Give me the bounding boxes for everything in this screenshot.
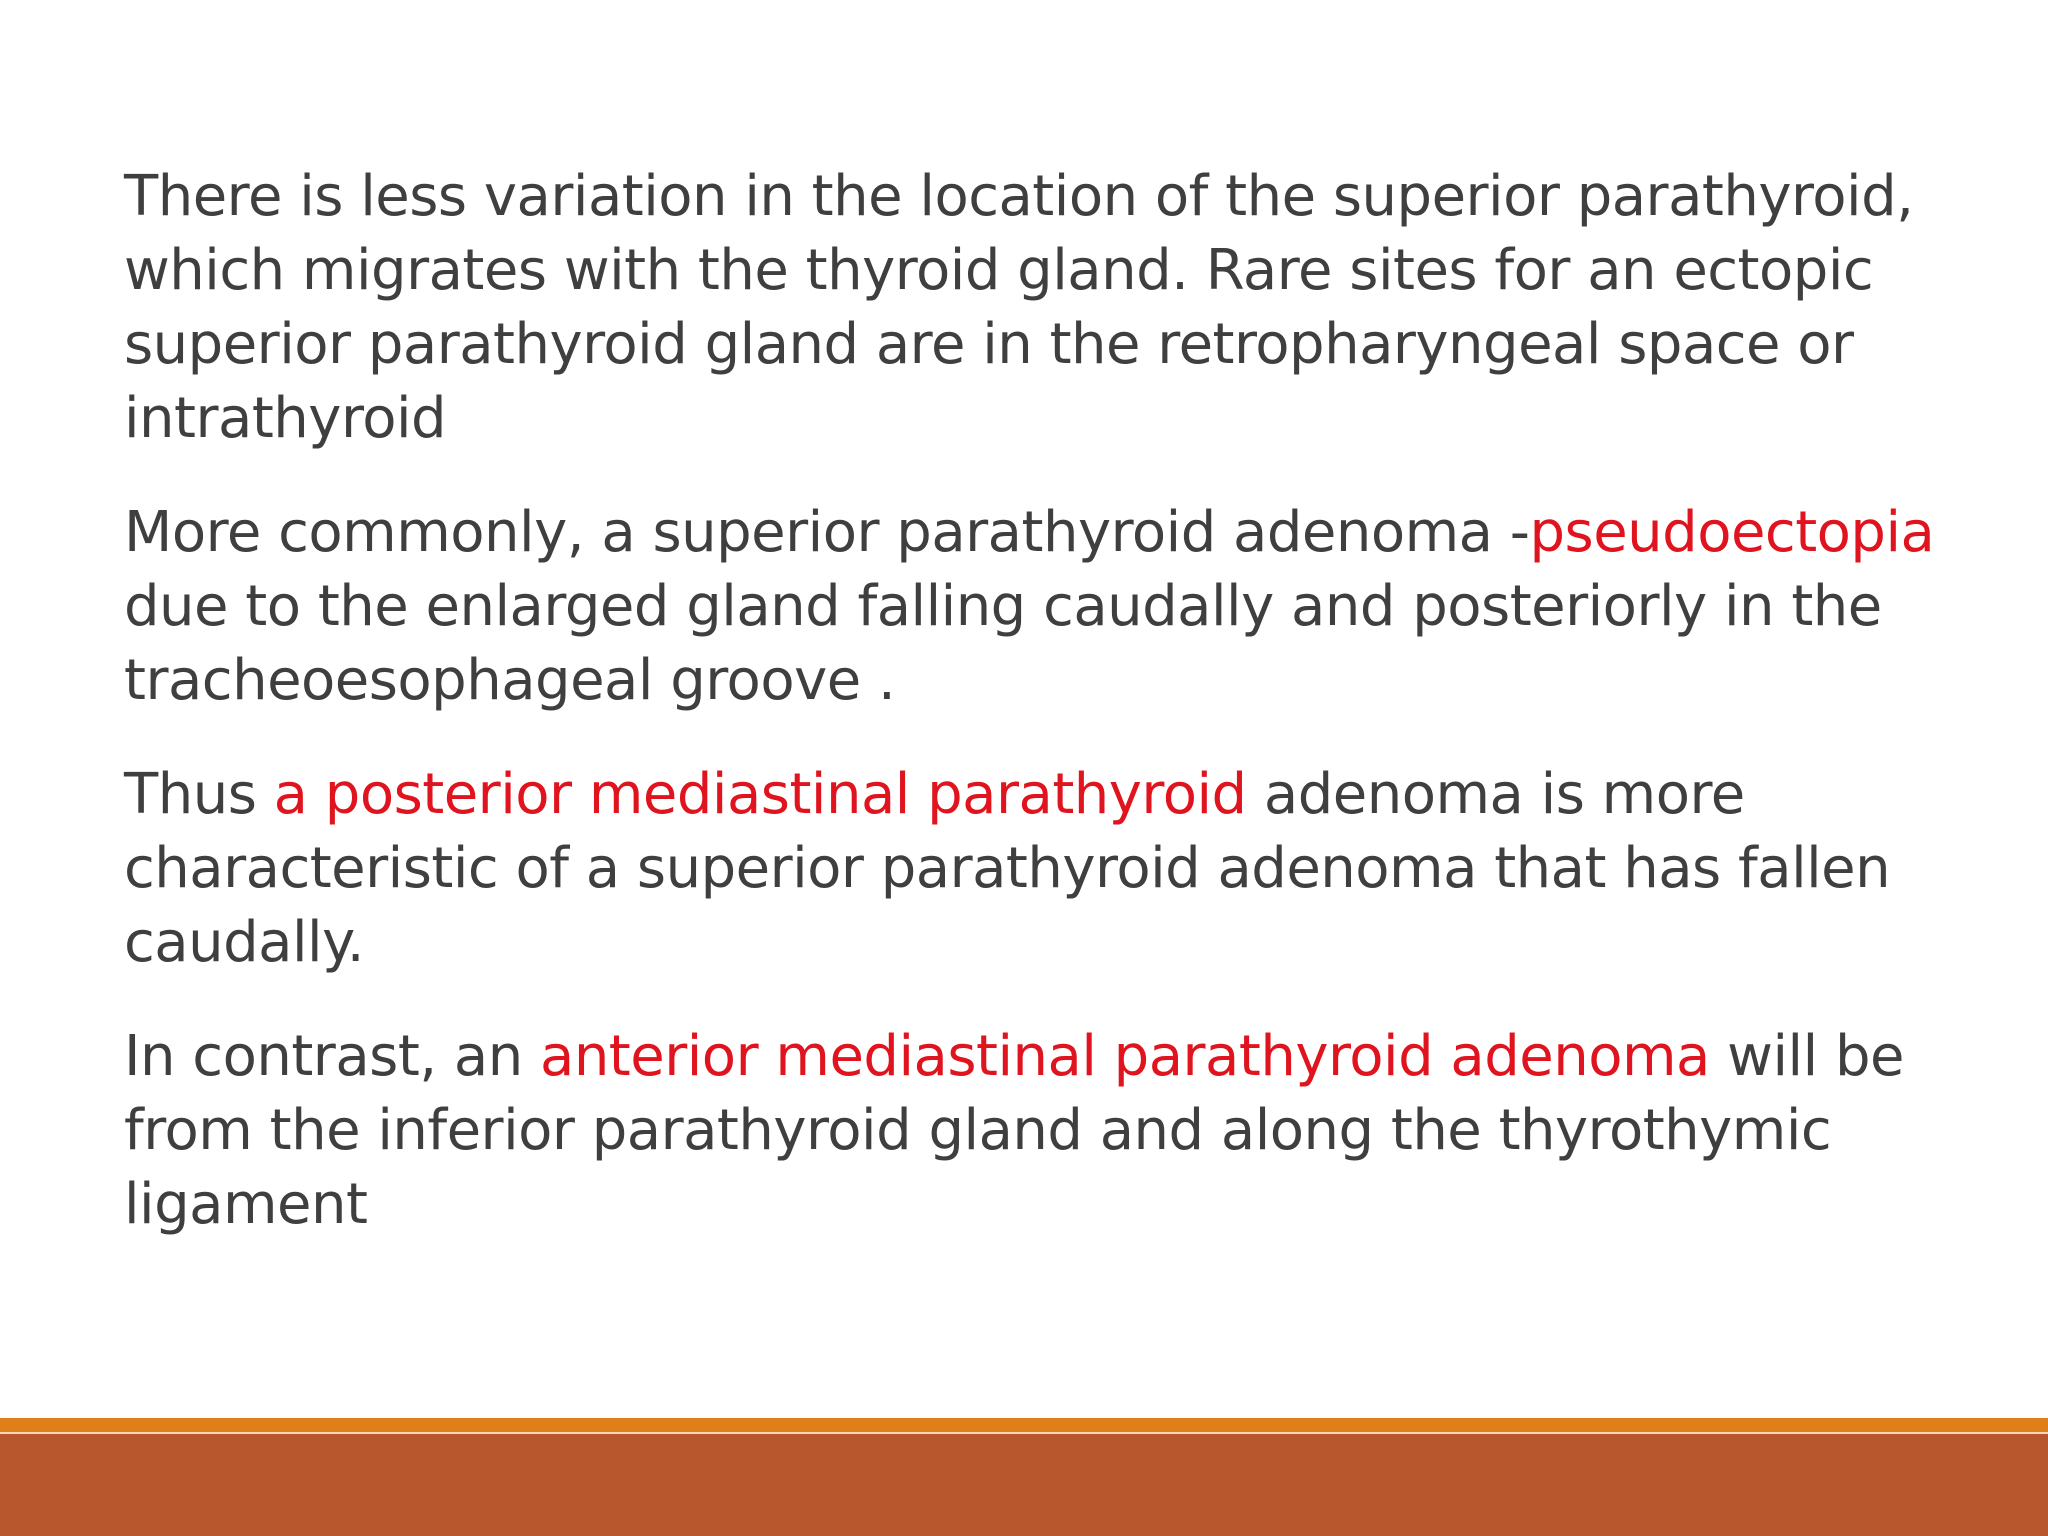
paragraph-text: adenoma is more characteristic of a superior parathyroid adenoma that has fallen caudally.	[124, 762, 1891, 975]
highlight-term: pseudoectopia	[1529, 500, 1935, 565]
footer-band	[0, 1434, 2048, 1536]
highlight-term: a posterior mediastinal parathyroid	[273, 762, 1247, 827]
paragraph-text: Thus	[124, 762, 274, 827]
paragraph-text: due to the enlarged gland falling caudally and posteriorly in the tracheoesophageal groove .	[124, 574, 1882, 713]
paragraph-text: More commonly, a superior parathyroid adenoma -	[124, 500, 1530, 565]
paragraph-text: will be from the inferior parathyroid gland and along the thyrothymic ligament	[124, 1024, 1904, 1237]
paragraph-anterior-mediastinal	[124, 1020, 1994, 1242]
paragraph-text: In contrast, an	[124, 1024, 540, 1089]
paragraph-superior-location	[124, 160, 1994, 456]
paragraph-text: There is less variation in the location of the superior parathyroid, which migrates with the thyroid gland. Rare sites for an ectopic superior parathyroid gland are in the retropharyngeal space or intrathyroid	[124, 164, 1914, 451]
footer-accent-stripe	[0, 1418, 2048, 1432]
paragraph-pseudoectopia	[124, 496, 1994, 718]
slide-body	[124, 160, 1994, 1282]
paragraph-posterior-mediastinal	[124, 758, 1994, 980]
highlight-term: anterior mediastinal parathyroid adenoma	[540, 1024, 1710, 1089]
